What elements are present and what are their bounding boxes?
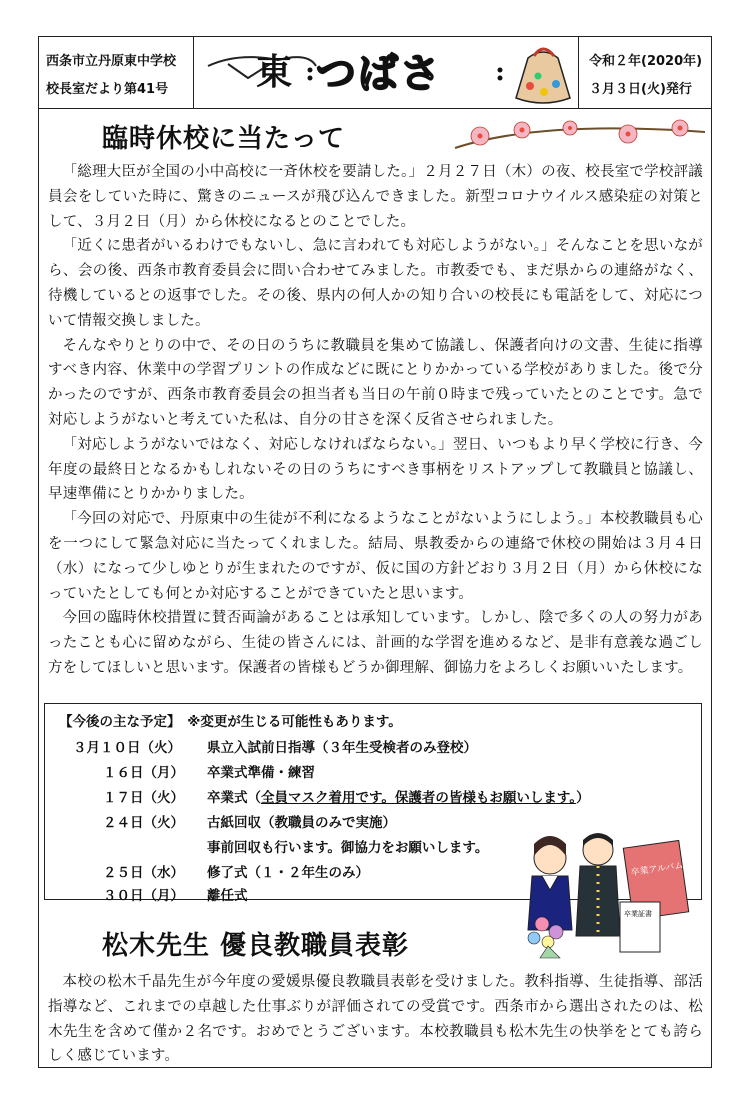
schedule-note: 全員マスク着用です。保護者の皆様もお願いします。 bbox=[261, 790, 577, 806]
article1-paragraph: 今回の臨時休校措置に賛否両論があることは承知しています。しかし、陰で多くの人の努力があったことも心に留めながら、生徒の皆さんには、計画的な学習を進めるなど、是非有意義な過ごし方をしてほしいと思います。保護者の皆様もどうか御理解、御協力をよろしくお願いいたします。 bbox=[48, 610, 703, 676]
newsletter-header bbox=[38, 36, 712, 109]
schedule-date: ２４日（火） bbox=[103, 815, 184, 831]
school-info-box bbox=[38, 36, 194, 108]
plum-blossom-branch-icon bbox=[450, 110, 710, 160]
masthead-kanji: 東 bbox=[256, 51, 293, 93]
schedule-date: ２５日（水） bbox=[103, 865, 184, 881]
schedule-event bbox=[207, 786, 590, 806]
article1-body bbox=[48, 160, 703, 681]
masthead bbox=[198, 38, 578, 106]
issue-number: 校長室だより第41号 bbox=[46, 82, 169, 97]
schedule-date: ３月１０日（火） bbox=[73, 740, 181, 756]
article2-heading: 松木先生 優良教職員表彰 bbox=[102, 931, 410, 961]
schedule-event-text: 卒業式（ bbox=[207, 790, 261, 806]
article1-paragraph: 「近くに患者がいるわけでもないし、急に言われても対応しようがない。」そんなことを思いながら、会の後、西条市教育委員会に問い合わせてみました。市教委でも、まだ県からの連絡がなく、待機しているとの返事でした。その後、県内の何人かの知り合いの校長にも電話をして、対応について情報交換しました。 bbox=[48, 238, 703, 329]
schedule-heading: 【今後の主な予定】 ※変更が生じる可能性もあります。 bbox=[59, 714, 402, 730]
schedule-event: 古紙回収（教職員のみで実施） bbox=[207, 815, 396, 831]
article2-body bbox=[48, 970, 703, 1069]
schedule-event: 離任式 bbox=[207, 888, 248, 904]
schedule-event: 卒業式準備・練習 bbox=[207, 765, 315, 781]
publish-date: ３月３日(火)発行 bbox=[589, 82, 692, 97]
article1-heading: 臨時休校に当たって bbox=[102, 124, 346, 154]
album-label: 卒業アルバム bbox=[630, 861, 685, 879]
article1-paragraph: 「総理大臣が全国の小中高校に一斉休校を要請した。」２月２７日（木）の夜、校長室で学校評議員会をしていた時に、驚きのニュースが飛び込んできました。新型コロナウイルス感染症の対策として、３月２日（月）から休校になるとのことでした。 bbox=[48, 164, 703, 230]
article2-paragraph: 本校の松木千晶先生が今年度の愛媛県優良教職員表彰を受けました。教科指導、生徒指導、部活指導など、これまでの卓越した仕事ぶりが評価されての受賞です。西条市から選出されたのは、松木先生を含めて僅か２名です。おめでとうございます。本校教職員も松木先生の快挙をとても誇らしく感じています。 bbox=[48, 974, 703, 1065]
schedule-date: １６日（月） bbox=[103, 765, 184, 781]
article1-paragraph: 「対応しようがないではなく、対応しなければならない。」翌日、いつもより早く学校に行き、今年度の最終日となるかもしれないその日のうちにすべき事柄をリストアップして教職員と協議し、早速準備にとりかかりました。 bbox=[48, 436, 703, 503]
certificate-label: 卒業証書 bbox=[624, 910, 652, 918]
schedule-event: 修了式（１・２年生のみ） bbox=[207, 865, 369, 881]
schedule-date: １７日（火） bbox=[103, 790, 184, 806]
school-name: 西条市立丹原東中学校 bbox=[46, 54, 177, 69]
schedule-event-tail: ） bbox=[576, 790, 590, 806]
schedule-event: 事前回収も行います。御協力をお願いします。 bbox=[207, 840, 489, 856]
date-box bbox=[578, 36, 712, 108]
graduation-students-illustration bbox=[520, 820, 690, 960]
masthead-title: つばさ bbox=[316, 51, 442, 97]
article1-paragraph: そんなやりとりの中で、その日のうちに教職員を集めて協議し、保護者向けの文書、生徒に指導すべき内容、休業中の学習プリントの作成などに既にとりかかっている学校がありました。後で分かったのですが、西条市教育委員会の担当者も当日の午前０時まで残っていたとのことです。急で対応しようがないと考えていた私は、自分の甘さを深く反省させられました。 bbox=[48, 337, 703, 428]
article1-paragraph: 「今回の対応で、丹原東中の生徒が不利になるようなことがないようにしよう。」本校教職員も心を一つにして緊急対応に当たってくれました。結局、県教委からの連絡で休校の開始は３月４日（水）になって少しゆとりが生まれたのですが、仮に国の方針どおり３月２日（月）から休校になっていたとしても何とか対応することができていたと思います。 bbox=[48, 511, 703, 602]
schedule-event: 県立入試前日指導（３年生受検者のみ登校） bbox=[207, 740, 477, 756]
era-date: 令和２年(2020年) bbox=[589, 54, 703, 69]
schedule-date: ３０日（月） bbox=[103, 888, 184, 904]
